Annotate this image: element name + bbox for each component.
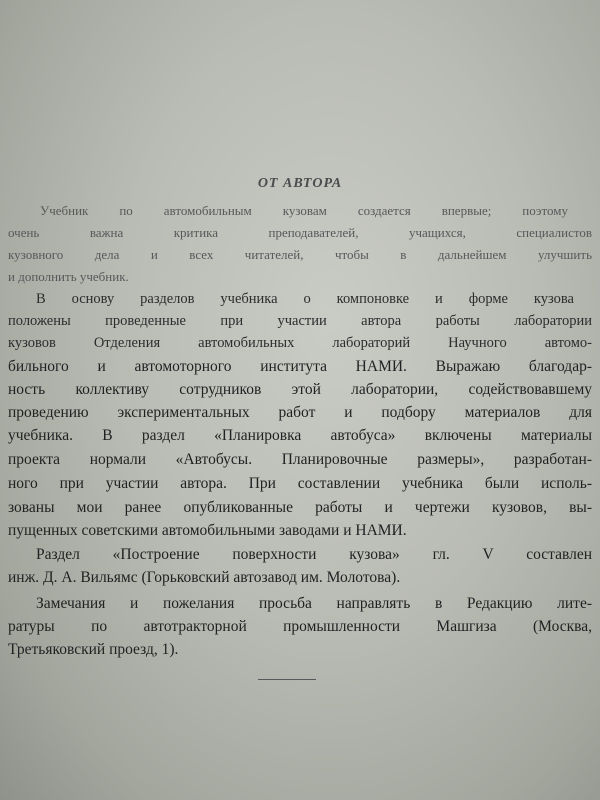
text-line: ность коллективу сотрудников этой лаборатории, содействовавшему [8, 381, 592, 398]
text-line: очень важна критика преподавателей, учащихся, специалистов [8, 225, 592, 240]
text-line: Учебник по автомобильным кузовам создается впервые; поэтому [40, 203, 568, 218]
text-line: и дополнить учебник. [8, 269, 129, 284]
text-line: учебника. В раздел «Планировка автобуса» включены материалы [8, 427, 592, 444]
text-line: проведению экспериментальных работ и подбору материалов для [8, 404, 592, 421]
text-line: В основу разделов учебника о компоновке и форме кузова [36, 291, 574, 307]
text-line: положены проведенные при участии автора работы лаборатории [8, 313, 592, 329]
text-line: пущенных советскими автомобильными заводами и НАМИ. [8, 522, 407, 539]
text-line: зованы мои ранее опубликованные работы и чертежи кузовов, вы- [8, 499, 592, 516]
text-line: ратуры по автотракторной промышленности Машгиза (Москва, [8, 618, 592, 635]
text-line: инж. Д. А. Вильямс (Горьковский автозавод им. Молотова). [8, 569, 401, 586]
text-line: проекта нормали «Автобусы. Планировочные размеры», разработан- [8, 451, 592, 468]
closing-rule [258, 679, 316, 680]
text-line: Третьяковский проезд, 1). [8, 641, 179, 658]
section-heading: ОТ АВТОРА [257, 176, 343, 191]
text-line: Замечания и пожелания просьба направлять в Редакцию лите- [36, 595, 592, 612]
text-line: кузовного дела и всех читателей, чтобы в дальнейшем улучшить [8, 247, 592, 262]
text-line: ного при участии автора. При составлении учебника были исполь- [8, 475, 592, 492]
text-line: кузовов Отделения автомобильных лабораторий Научного автомо- [8, 335, 592, 351]
text-line: Раздел «Построение поверхности кузова» гл. V составлен [36, 546, 592, 563]
text-line: бильного и автомоторного института НАМИ. Выражаю благодар- [8, 358, 592, 375]
